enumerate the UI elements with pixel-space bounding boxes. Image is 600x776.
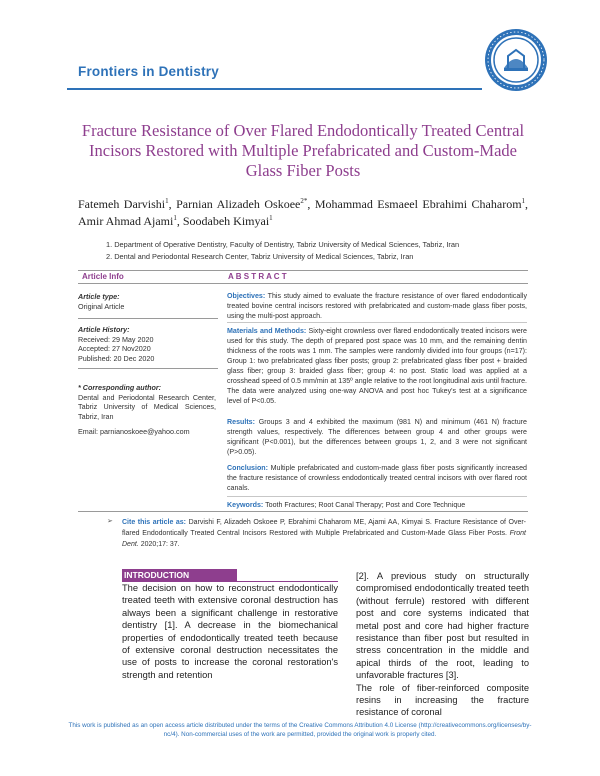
journal-logo-icon [484, 28, 548, 92]
rule-under-heading [78, 283, 528, 284]
affiliations [106, 239, 459, 263]
article-history-label: Article History: [78, 325, 130, 334]
author-list [78, 196, 528, 230]
author-affil-marker: 1 [165, 197, 169, 205]
introduction-heading: INTRODUCTION [122, 569, 237, 581]
arrow-bullet-icon: ➢ [107, 517, 113, 525]
results-label: Results: [227, 418, 255, 426]
published-date: Published: 20 Dec 2020 [78, 353, 155, 363]
citation-text: Darvishi F, Alizadeh Oskoee P, Ebrahimi Chaharom ME, Ajami AA, Kimyai S. Fracture Resistance of Over-flared Endodontically Treated Central Incisors Restored with Multiple Prefabricated and Custom-Made Glass Fiber Posts. [122, 519, 527, 537]
affiliation-item: 1. Department of Operative Dentistry, Faculty of Dentistry, Tabriz University of Medical Sciences, Tabriz, Iran [106, 240, 460, 249]
keywords-text: Tooth Fractures; Root Canal Therapy; Post and Core Technique [265, 501, 466, 509]
author-name: Fatemeh Darvishi [78, 197, 166, 211]
header-rule [67, 88, 482, 90]
abstract-divider [227, 496, 527, 497]
author-separator: , [307, 197, 315, 211]
info-divider [78, 318, 218, 319]
author-name: Soodabeh Kimyai [182, 214, 270, 228]
citation-tail: 2020;17: 37. [140, 541, 180, 548]
abstract-keywords [227, 500, 527, 510]
methods-text: Sixty-eight crownless over flared endodontically treated incisors were used for this study. The depth of prepared post space was 10 mm, and the remaining dentin thickness of the roots was 1 mm. The samples were randomly divided into four groups (n=17): Group 1: two prefabricated glass fiber posts; group 2: prefabricated glass fiber post + braided glass fiber; group 3: braided glass fiber; group 4: no post. Static load was applied at a crosshead speed of 0.5 mm/min at 135º angle relative to the root longitudinal axis until fracture. The data were analyzed using one-way ANOVA and post hoc Tukey's test at a significance level of P<0.05. [227, 327, 527, 405]
intro-right-paragraph: The role of fiber-reinforced composite resins in increasing the fracture resistance of coronal [356, 682, 529, 718]
results-text: Groups 3 and 4 exhibited the maximum (981 N) and minimum (461 N) fracture strength values, respectively. The differences between group 4 and other groups were significant (P<0.001), but the differences between groups 1, 2, and 3 were not significant (P>0.05). [227, 418, 527, 456]
citation-block [122, 517, 526, 550]
abstract-results [227, 417, 527, 457]
conclusion-label: Conclusion: [227, 464, 268, 472]
intro-right-paragraph: [2]. A previous study on structurally compromised endodontically treated teeth (without ferrule) restored with different post and core systems indicated that metal post and core had higher fracture resistance than fiber post but resulted in stress concentration in the middle and apical thirds of the root, leading to unfavorable fractures [3]. [356, 571, 529, 681]
corresponding-author-email: Email: parnianoskoee@yahoo.com [78, 427, 190, 436]
methods-label: Materials and Methods: [227, 327, 307, 335]
author-name: Parnian Alizadeh Oskoee [176, 197, 301, 211]
author-affil-marker: 1 [173, 214, 177, 222]
rule-bottom [78, 511, 528, 512]
intro-left-column: The decision on how to reconstruct endodontically treated teeth with extensive coronal destruction has always been a significant challenge in restorative dentistry [1]. A decrease in the biomechanical properties of endodontically treated teeth because of extensive coronal destruction necessitates the use of posts to increase the coronal restoration's strength and retention [122, 583, 338, 680]
conclusion-text: Multiple prefabricated and custom-made glass fiber posts significantly increased the fracture resistance of crownless endodontically treated central incisors with over flared root canals. [227, 464, 527, 492]
abstract-methods [227, 326, 527, 406]
abstract-divider [227, 322, 527, 323]
article-type-block [78, 292, 124, 311]
objectives-label: Objectives: [227, 292, 266, 300]
author-affil-marker: 2* [300, 197, 308, 205]
corresponding-author-label: * Corresponding author: [78, 383, 162, 392]
license-footer: This work is published as an open access article distributed under the terms of the Creative Commons Attribution 4.0 License (http://creativecommons.org/licenses/by-nc/4). Non-commercial uses of the work are permitted, provided the original work is properly cited. [68, 722, 532, 738]
abstract-conclusion [227, 463, 527, 493]
citation-journal: Front Dent. [122, 530, 526, 548]
author-affil-marker: 1 [521, 197, 526, 205]
accepted-date: Accepted: 27 Nov2020 [78, 344, 151, 353]
author-name: Amir Ahmad Ajami [78, 214, 174, 228]
author-separator: , [525, 197, 529, 211]
article-type-label: Article type: [78, 292, 120, 301]
keywords-label: Keywords: [227, 501, 264, 509]
journal-name: Frontiers in Dentistry [78, 64, 219, 79]
citation-label: Cite this article as: [122, 519, 187, 526]
affiliation-item: 2. Dental and Periodontal Research Center, Tabriz University of Medical Sciences, Tabriz, Iran [106, 252, 414, 261]
corresponding-author-address: Dental and Periodontal Research Center, Tabriz University of Medical Sciences, Tabriz, Iran [78, 392, 216, 421]
author-name: Mohammad Esmaeel Ebrahimi Chaharom [314, 197, 522, 211]
article-info-heading: Article Info [82, 272, 124, 281]
intro-right-column [356, 570, 529, 719]
author-separator: , [176, 214, 183, 228]
article-history-block [78, 325, 154, 363]
corresponding-author-block [78, 383, 216, 437]
abstract-heading: A B S T R A C T [228, 272, 287, 281]
author-separator: , [168, 197, 177, 211]
article-type-value: Original Article [78, 301, 125, 311]
received-date: Received: 29 May 2020 [78, 334, 154, 344]
abstract-objectives [227, 291, 527, 321]
info-divider [78, 368, 218, 369]
rule-top [78, 270, 528, 271]
objectives-text: This study aimed to evaluate the fracture resistance of over flared endodontically treated bovine central incisors restored with prefabricated and custom-made glass fiber posts, using the multi-post approach. [227, 292, 527, 320]
author-affil-marker: 1 [269, 214, 273, 222]
article-title: Fracture Resistance of Over Flared Endodontically Treated Central Incisors Restored with Multiple Prefabricated and Custom-Made Glass Fiber Posts [81, 121, 525, 180]
